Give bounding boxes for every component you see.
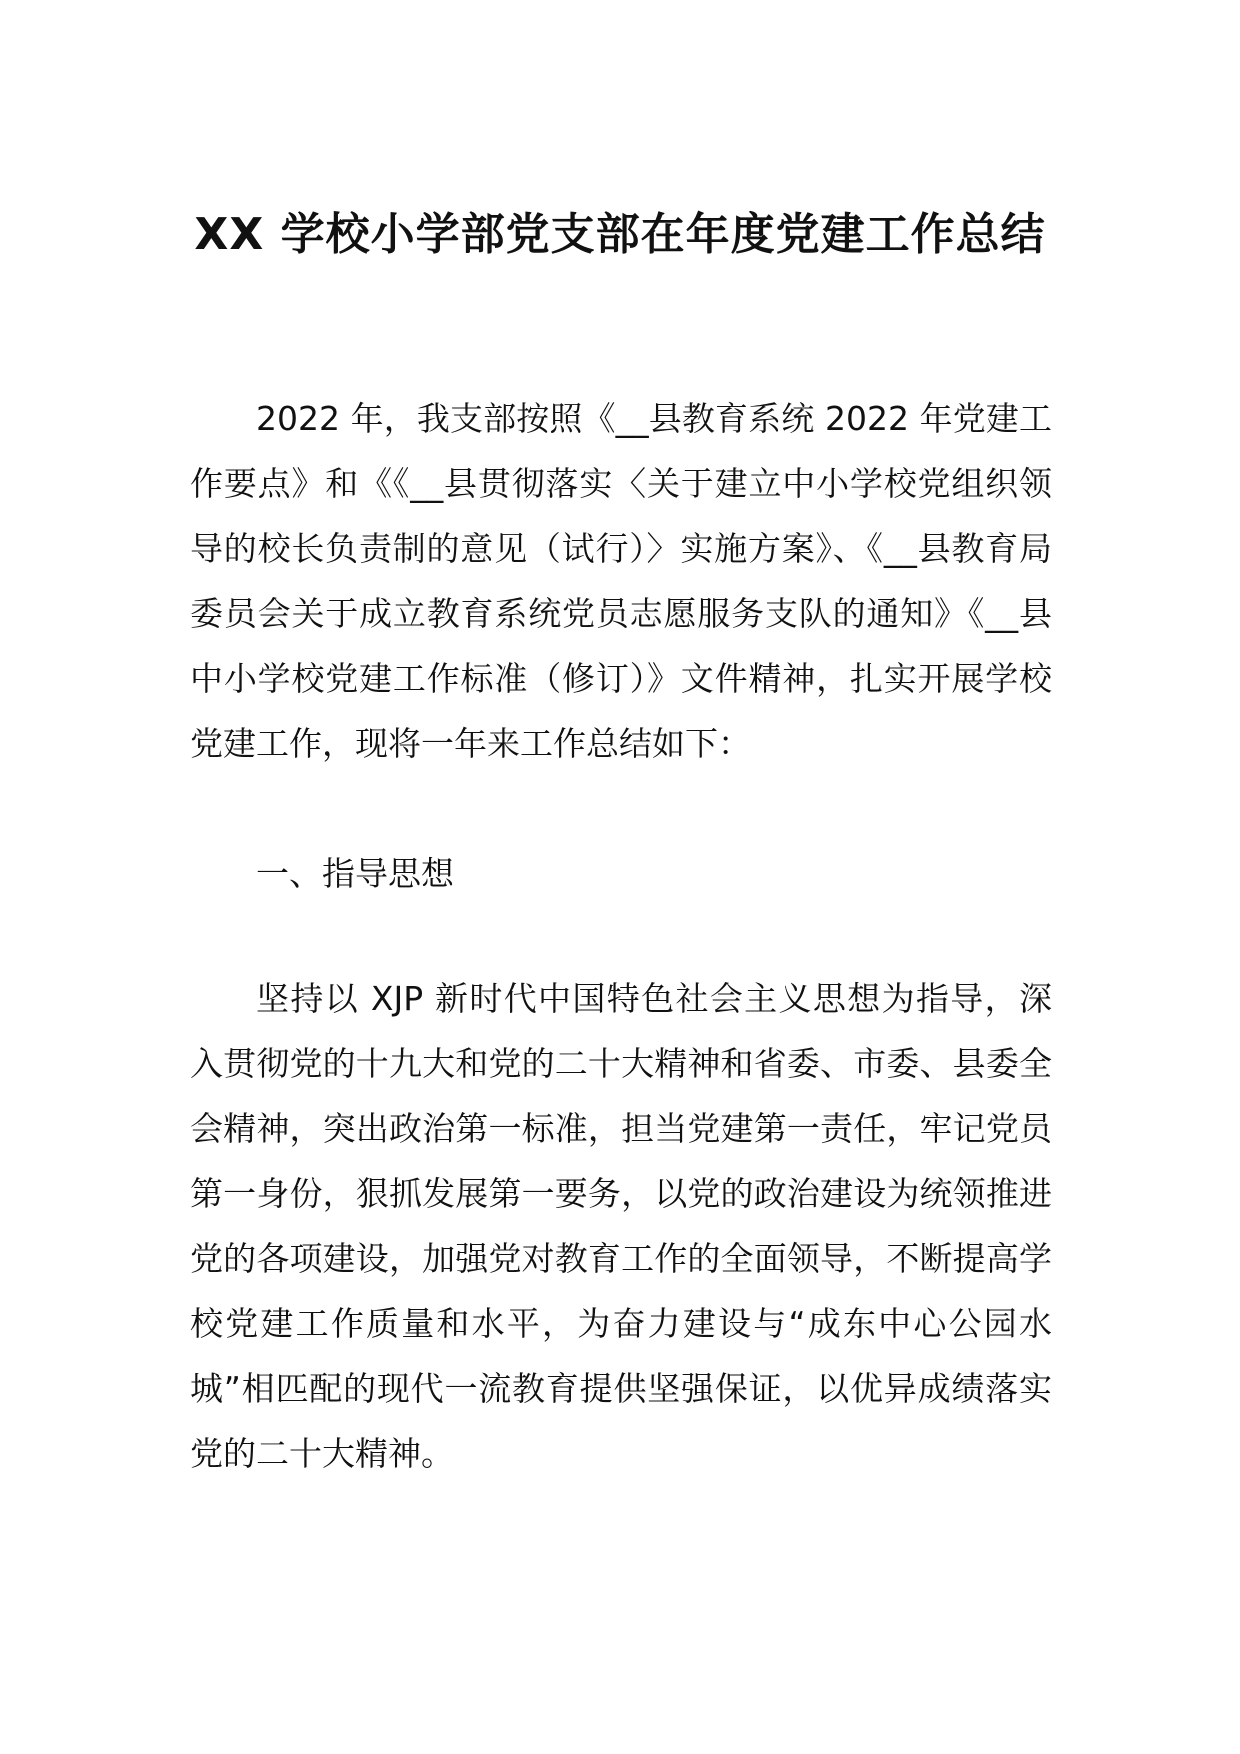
document-title: XX 学校小学部党支部在年度党建工作总结 bbox=[194, 209, 1046, 260]
section-heading: 一、指导思想 bbox=[256, 854, 454, 893]
intro-paragraph: 2022 年，我支部按照《__县教育系统 2022 年党建工作要点》和《《__县贯彻落实〈关于建立中小学校党组织领导的校长负责制的意见（试行）〉实施方案》、《__县教育局委员会关于成立教育系统党员志愿服务支队的通知》《__县中小学校党建工作标准（修订）》文件精神，扎实开展学校党建工作，现将一年来工作总结如下： bbox=[190, 399, 1052, 763]
guiding-thought-paragraph: 坚持以 XJP 新时代中国特色社会主义思想为指导，深入贯彻党的十九大和党的二十大精神和省委、市委、县委全会精神，突出政治第一标准，担当党建第一责任，牢记党员第一身份，狠抓发展第一要务，以党的政治建设为统领推进党的各项建设，加强党对教育工作的全面领导，不断提高学校党建工作质量和水平，为奋力建设与“成东中心公园水城”相匹配的现代一流教育提供坚强保证，以优异成绩落实党的二十大精神。 bbox=[190, 979, 1052, 1473]
